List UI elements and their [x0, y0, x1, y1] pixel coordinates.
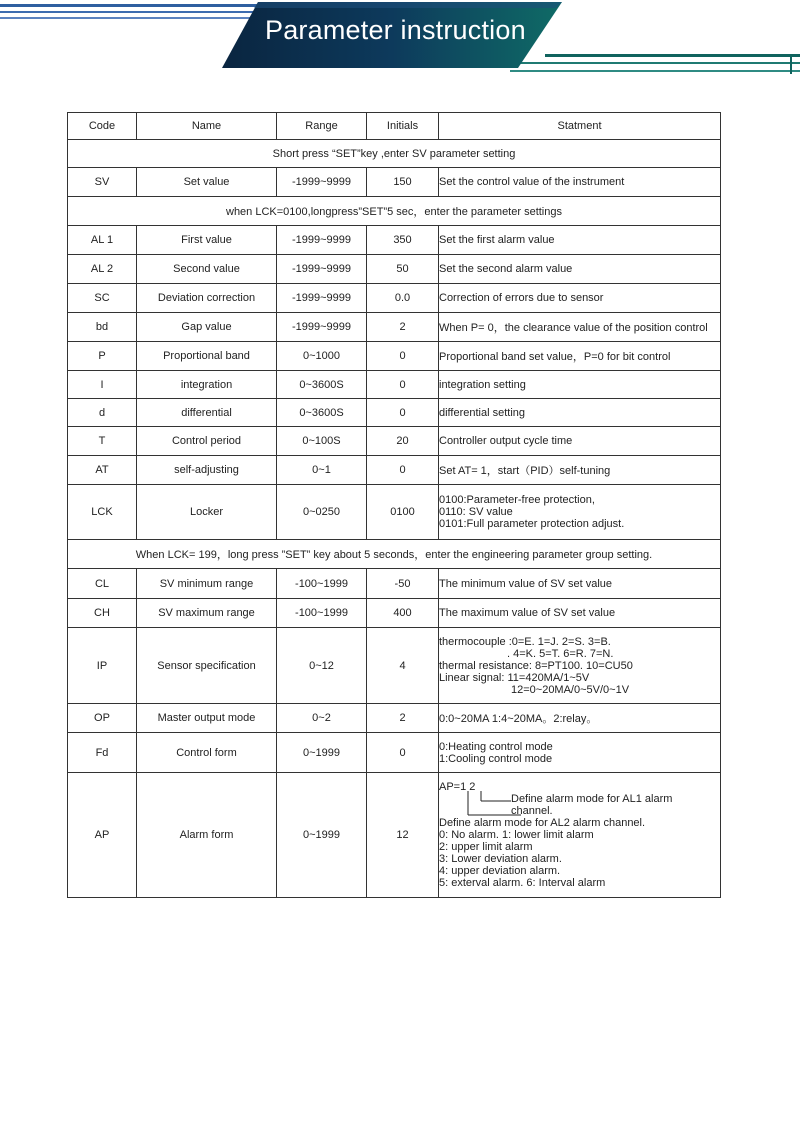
cell-statement: Set AT= 1，start（PID）self-tuning: [439, 456, 721, 485]
cell-code: CL: [68, 569, 137, 599]
ap-option-line: 0: No alarm. 1: lower limit alarm: [439, 829, 594, 841]
cell-code: AL 2: [68, 255, 137, 284]
cell-code: SV: [68, 168, 137, 197]
cell-statement: 0:0~20MA 1:4~20MA。2:relay。: [439, 704, 721, 733]
header-initials: Initials: [367, 113, 439, 140]
cell-range: -1999~9999: [277, 284, 367, 313]
cell-statement: Set the first alarm value: [439, 226, 721, 255]
statement-line: . 4=K. 5=T. 6=R. 7=N.: [507, 647, 614, 660]
cell-statement: [439, 485, 721, 540]
table-row: [68, 628, 721, 704]
table-row: [68, 399, 721, 427]
note-long-press-lck: when LCK=0100,longpress”SET”5 sec，enter the parameter settings: [68, 197, 721, 226]
cell-code: P: [68, 342, 137, 371]
cell-statement: [439, 733, 721, 773]
parameter-table: [67, 112, 721, 898]
statement-line: 0110: SV value: [439, 506, 513, 518]
table-row: [68, 284, 721, 313]
cell-code: d: [68, 399, 137, 427]
table-row: [68, 371, 721, 399]
table-row: [68, 599, 721, 628]
cell-range: 0~12: [277, 628, 367, 704]
ap-al2-line: Define alarm mode for AL2 alarm channel.: [439, 817, 646, 829]
cell-name: Set value: [137, 168, 277, 197]
statement-line: 1:Cooling control mode: [439, 752, 553, 765]
table-row: [68, 313, 721, 342]
statement-line: 0100:Parameter-free protection,: [439, 494, 595, 506]
cell-statement: Set the second alarm value: [439, 255, 721, 284]
table-row: [68, 255, 721, 284]
cell-code: SC: [68, 284, 137, 313]
ap-option-line: 2: upper limit alarm: [439, 841, 533, 853]
cell-statement: When P= 0，the clearance value of the position control: [439, 313, 721, 342]
ap-al1-line-cont: channel.: [511, 805, 553, 817]
cell-code: IP: [68, 628, 137, 704]
table-row: [68, 456, 721, 485]
cell-initial: 50: [367, 255, 439, 284]
cell-code: AT: [68, 456, 137, 485]
cell-range: 0~3600S: [277, 371, 367, 399]
cell-range: -1999~9999: [277, 255, 367, 284]
cell-name: SV maximum range: [137, 599, 277, 628]
statement-line: 0101:Full parameter protection adjust.: [439, 518, 625, 530]
cell-statement: differential setting: [439, 399, 721, 427]
ap-option-line: 3: Lower deviation alarm.: [439, 853, 562, 865]
cell-code: I: [68, 371, 137, 399]
cell-name: Gap value: [137, 313, 277, 342]
cell-initial: 12: [367, 773, 439, 898]
cell-name: Second value: [137, 255, 277, 284]
cell-initial: 400: [367, 599, 439, 628]
cell-statement: [439, 628, 721, 704]
table-row: [68, 773, 721, 898]
cell-initial: 4: [367, 628, 439, 704]
header-code: Code: [68, 113, 137, 140]
cell-name: Control period: [137, 427, 277, 456]
cell-name: Alarm form: [137, 773, 277, 898]
table-row: [68, 704, 721, 733]
cell-name: Master output mode: [137, 704, 277, 733]
statement-line: thermal resistance: 8=PT100. 10=CU50: [439, 659, 633, 672]
cell-code: LCK: [68, 485, 137, 540]
cell-code: Fd: [68, 733, 137, 773]
statement-line: 12=0~20MA/0~5V/0~1V: [511, 683, 630, 696]
cell-initial: 20: [367, 427, 439, 456]
ap-al1-line: Define alarm mode for AL1 alarm: [511, 793, 673, 805]
cell-statement: Proportional band set value，P=0 for bit control: [439, 342, 721, 371]
cell-range: -1999~9999: [277, 168, 367, 197]
cell-statement: Correction of errors due to sensor: [439, 284, 721, 313]
ap-option-line: 5: exterval alarm. 6: Interval alarm: [439, 877, 606, 889]
table-header-row: [68, 113, 721, 140]
note-engineering-group: When LCK= 199，long press ”SET” key about 5 seconds，enter the engineering parameter group setting.: [68, 540, 721, 569]
cell-name: self-adjusting: [137, 456, 277, 485]
cell-initial: 0: [367, 456, 439, 485]
cell-initial: 0: [367, 399, 439, 427]
table-row: [68, 733, 721, 773]
cell-initial: 0: [367, 342, 439, 371]
cell-name: First value: [137, 226, 277, 255]
cell-initial: 0: [367, 733, 439, 773]
cell-range: -1999~9999: [277, 313, 367, 342]
table-row: [68, 168, 721, 197]
cell-range: 0~2: [277, 704, 367, 733]
cell-name: Control form: [137, 733, 277, 773]
note-row: [68, 197, 721, 226]
page-title: Parameter instruction: [265, 15, 526, 45]
table-row: [68, 569, 721, 599]
cell-code: T: [68, 427, 137, 456]
cell-name: Sensor specification: [137, 628, 277, 704]
cell-name: Deviation correction: [137, 284, 277, 313]
table-row: [68, 342, 721, 371]
header-range: Range: [277, 113, 367, 140]
cell-name: integration: [137, 371, 277, 399]
cell-range: -1999~9999: [277, 226, 367, 255]
cell-code: OP: [68, 704, 137, 733]
cell-range: -100~1999: [277, 599, 367, 628]
cell-initial: 0: [367, 371, 439, 399]
ap-diagram: [439, 781, 720, 889]
cell-name: Proportional band: [137, 342, 277, 371]
cell-code: AP: [68, 773, 137, 898]
statement-line: 0:Heating control mode: [439, 740, 553, 753]
header-name: Name: [137, 113, 277, 140]
cell-range: 0~0250: [277, 485, 367, 540]
cell-name: SV minimum range: [137, 569, 277, 599]
ap-code-line: AP=1 2: [439, 781, 476, 793]
bracket-icon: [461, 791, 521, 817]
cell-statement: Controller output cycle time: [439, 427, 721, 456]
cell-range: -100~1999: [277, 569, 367, 599]
cell-code: bd: [68, 313, 137, 342]
cell-initial: 2: [367, 313, 439, 342]
cell-initial: 350: [367, 226, 439, 255]
cell-statement: [439, 773, 721, 898]
cell-initial: 150: [367, 168, 439, 197]
statement-line: thermocouple :0=E. 1=J. 2=S. 3=B.: [439, 635, 611, 648]
cell-name: differential: [137, 399, 277, 427]
note-short-press: Short press “SET”key ,enter SV parameter setting: [68, 140, 721, 168]
note-row: [68, 540, 721, 569]
note-row: [68, 140, 721, 168]
table-row: [68, 427, 721, 456]
cell-statement: integration setting: [439, 371, 721, 399]
cell-range: 0~1999: [277, 733, 367, 773]
cell-initial: 0100: [367, 485, 439, 540]
header-banner: [0, 0, 800, 80]
cell-code: CH: [68, 599, 137, 628]
cell-range: 0~3600S: [277, 399, 367, 427]
cell-range: 0~100S: [277, 427, 367, 456]
cell-initial: 2: [367, 704, 439, 733]
cell-statement: Set the control value of the instrument: [439, 168, 721, 197]
cell-range: 0~1000: [277, 342, 367, 371]
cell-initial: 0.0: [367, 284, 439, 313]
cell-range: 0~1: [277, 456, 367, 485]
cell-statement: The minimum value of SV set value: [439, 569, 721, 599]
cell-initial: -50: [367, 569, 439, 599]
table-row: [68, 226, 721, 255]
cell-statement: The maximum value of SV set value: [439, 599, 721, 628]
cell-code: AL 1: [68, 226, 137, 255]
statement-line: Linear signal: 11=420MA/1~5V: [439, 671, 590, 684]
cell-name: Locker: [137, 485, 277, 540]
cell-range: 0~1999: [277, 773, 367, 898]
header-statement: Statment: [439, 113, 721, 140]
table-row: [68, 485, 721, 540]
ap-option-line: 4: upper deviation alarm.: [439, 865, 561, 877]
